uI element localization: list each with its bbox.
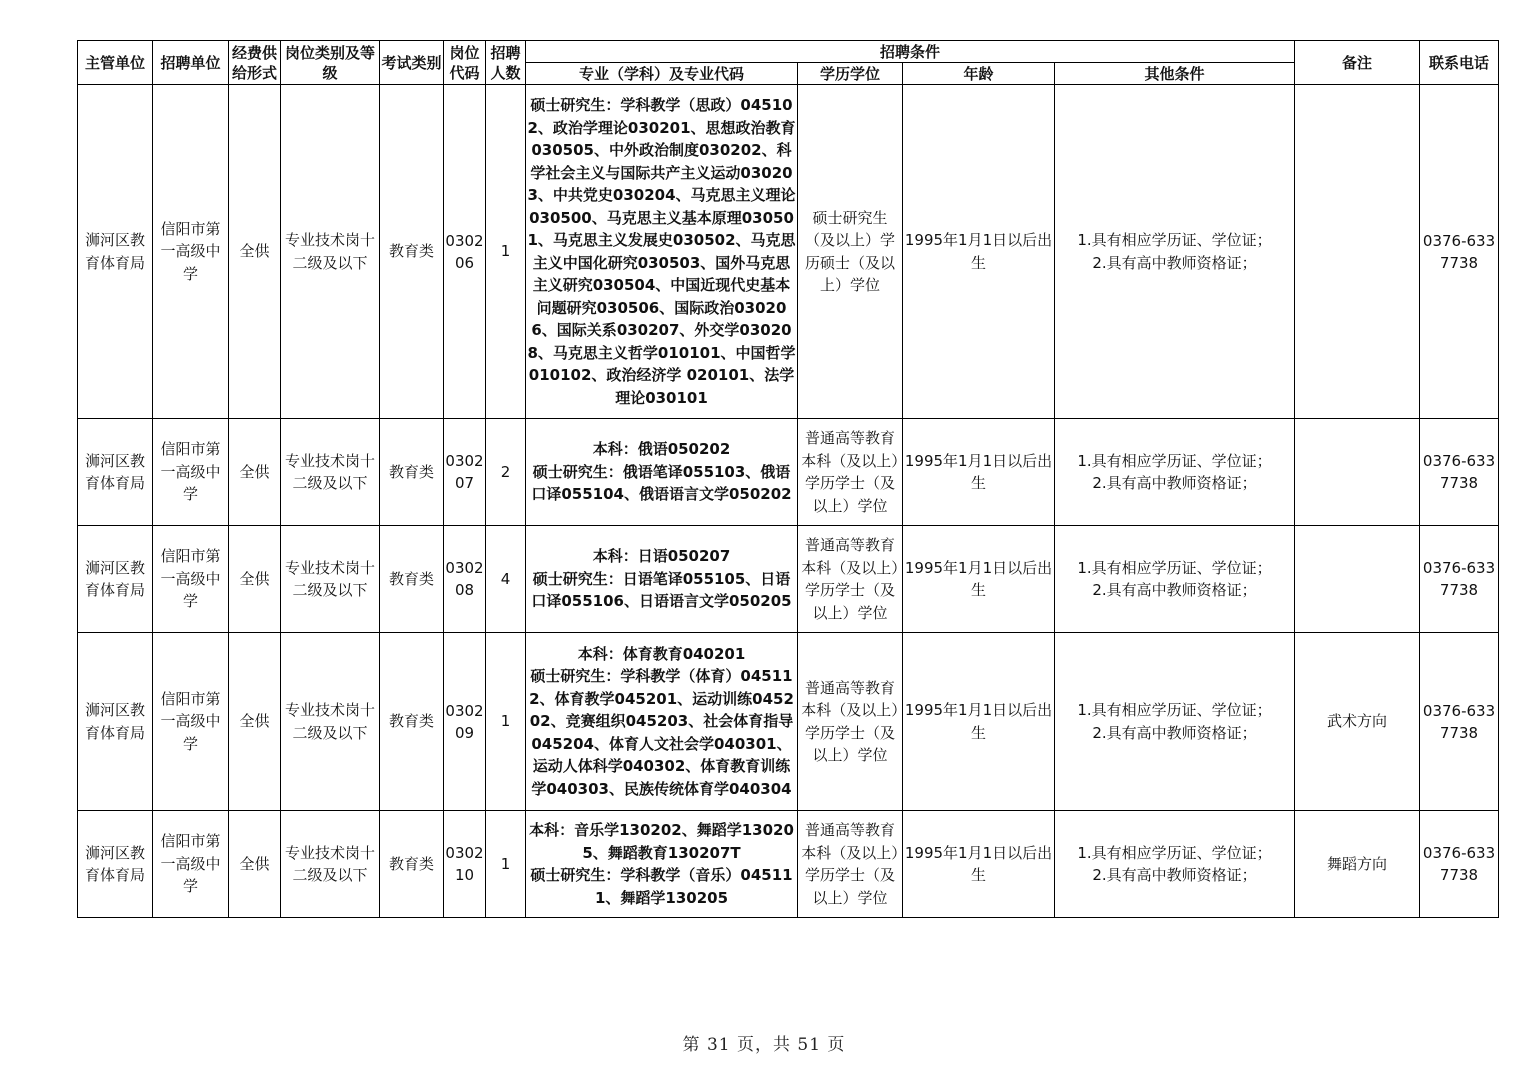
header-age: 年龄 (903, 63, 1055, 85)
post-type-cell: 专业技术岗十二级及以下 (281, 633, 380, 811)
condition-line: 1.具有相应学历证、学位证； (1077, 701, 1272, 719)
education-cell: 普通高等教育本科（及以上）学历学士（及以上）学位 (798, 419, 903, 526)
phone-cell: 0376-6337738 (1420, 419, 1499, 526)
condition-line: 2.具有高中教师资格证； (1092, 581, 1257, 599)
remark-cell: 舞蹈方向 (1295, 811, 1420, 918)
count-cell: 1 (486, 85, 526, 419)
condition-line: 1.具有相应学历证、学位证； (1077, 843, 1272, 862)
funding-cell: 全供 (229, 526, 281, 633)
post-code-cell: 030209 (444, 633, 486, 811)
funding-cell: 全供 (229, 633, 281, 811)
major-cell (526, 85, 798, 419)
other-conditions-cell (1055, 526, 1295, 633)
phone-cell: 0376-6337738 (1420, 526, 1499, 633)
exam-type-cell: 教育类 (380, 526, 444, 633)
age-cell: 1995年1月1日以后出生 (903, 526, 1055, 633)
header-phone: 联系电话 (1420, 41, 1499, 85)
major-line: 硕士研究生：学科教学（思政）045102、政治学理论030201、思想政治教育030505、中外政治制度030202、科学社会主义与国际共产主义运动030203、中共党史030204、马克思主义理论030500、马克思主义基本原理030501、马克思主义发展史030502、马克思主义中国化研究030503、国外马克思主义研究030504、中国近现代史基本问题研究030506、国际政治030206、国际关系030207、外交学030208、马克思主义哲学010101、中国哲学010102、政治经济学 020101、法学理论030101 (527, 96, 796, 407)
exam-type-cell: 教育类 (380, 633, 444, 811)
header-funding: 经费供给形式 (229, 41, 281, 85)
page-footer: 第 31 页，共 51 页 (682, 1035, 846, 1055)
org-cell: 浉河区教育体育局 (78, 526, 153, 633)
education-cell: 普通高等教育本科（及以上）学历学士（及以上）学位 (798, 633, 903, 811)
major-line: 硕士研究生：俄语笔译055103、俄语口译055104、俄语语言文学050202 (531, 462, 792, 504)
remark-cell (1295, 526, 1420, 633)
remark-cell: 武术方向 (1295, 633, 1420, 811)
table-body (78, 85, 1499, 918)
major-line: 本科：俄语050202 (592, 440, 731, 459)
other-conditions-cell (1055, 633, 1295, 811)
table-header (78, 41, 1499, 85)
post-type-cell: 专业技术岗十二级及以下 (281, 85, 380, 419)
org-cell: 浉河区教育体育局 (78, 85, 153, 419)
condition-line: 1.具有相应学历证、学位证； (1077, 558, 1272, 577)
unit-cell: 信阳市第一高级中学 (153, 811, 229, 918)
funding-cell: 全供 (229, 419, 281, 526)
post-code-cell: 030210 (444, 811, 486, 918)
header-post-code: 岗位代码 (444, 41, 486, 85)
header-remark: 备注 (1295, 41, 1420, 85)
count-cell: 1 (486, 811, 526, 918)
education-cell: 普通高等教育本科（及以上）学历学士（及以上）学位 (798, 811, 903, 918)
count-cell: 4 (486, 526, 526, 633)
remark-cell (1295, 419, 1420, 526)
org-cell: 浉河区教育体育局 (78, 811, 153, 918)
major-cell (526, 811, 798, 918)
funding-cell: 全供 (229, 811, 281, 918)
exam-type-cell: 教育类 (380, 419, 444, 526)
header-major: 专业（学科）及专业代码 (526, 63, 798, 85)
post-code-cell: 030207 (444, 419, 486, 526)
condition-line: 1.具有相应学历证、学位证； (1077, 451, 1272, 470)
unit-cell: 信阳市第一高级中学 (153, 419, 229, 526)
funding-cell: 全供 (229, 85, 281, 419)
unit-cell: 信阳市第一高级中学 (153, 526, 229, 633)
major-cell (526, 526, 798, 633)
unit-cell: 信阳市第一高级中学 (153, 633, 229, 811)
post-type-cell: 专业技术岗十二级及以下 (281, 811, 380, 918)
other-conditions-cell (1055, 419, 1295, 526)
other-conditions-cell (1055, 811, 1295, 918)
post-code-cell: 030206 (444, 85, 486, 419)
education-cell: 普通高等教育本科（及以上）学历学士（及以上）学位 (798, 526, 903, 633)
condition-line: 1.具有相应学历证、学位证； (1077, 231, 1272, 249)
phone-cell: 0376-6337738 (1420, 633, 1499, 811)
table-row (78, 85, 1499, 419)
table-row (78, 526, 1499, 633)
header-count: 招聘人数 (486, 41, 526, 85)
table-row (78, 633, 1499, 811)
major-line: 本科：体育教育040201 (577, 644, 746, 663)
post-type-cell: 专业技术岗十二级及以下 (281, 526, 380, 633)
condition-line: 2.具有高中教师资格证； (1092, 253, 1257, 272)
major-line: 硕士研究生：学科教学（体育）045112、体育教学045201、运动训练045202、竞赛组织045203、社会体育指导045204、体育人文社会学040301、运动人体科学040302、体育教育训练学040303、民族传统体育学040304 (529, 667, 794, 798)
header-education: 学历学位 (798, 63, 903, 85)
major-cell (526, 633, 798, 811)
other-conditions-cell (1055, 85, 1295, 419)
major-line: 本科：音乐学130202、舞蹈学130205、舞蹈教育130207T (529, 821, 794, 862)
header-unit: 招聘单位 (153, 41, 229, 85)
exam-type-cell: 教育类 (380, 811, 444, 918)
table-row (78, 811, 1499, 918)
education-cell: 硕士研究生（及以上）学历硕士（及以上）学位 (798, 85, 903, 419)
major-line: 硕士研究生：日语笔译055105、日语口译055106、日语语言文学050205 (531, 569, 792, 611)
table-row (78, 419, 1499, 526)
header-exam-type: 考试类别 (380, 41, 444, 85)
count-cell: 1 (486, 633, 526, 811)
major-line: 本科：日语050207 (592, 547, 731, 566)
condition-line: 2.具有高中教师资格证； (1092, 723, 1257, 742)
remark-cell (1295, 85, 1420, 419)
org-cell: 浉河区教育体育局 (78, 419, 153, 526)
major-line: 硕士研究生：学科教学（音乐）045111、舞蹈学130205 (530, 866, 793, 907)
condition-line: 2.具有高中教师资格证； (1092, 866, 1257, 884)
count-cell: 2 (486, 419, 526, 526)
condition-line: 2.具有高中教师资格证； (1092, 474, 1257, 492)
phone-cell: 0376-6337738 (1420, 811, 1499, 918)
age-cell: 1995年1月1日以后出生 (903, 811, 1055, 918)
age-cell: 1995年1月1日以后出生 (903, 633, 1055, 811)
header-conditions: 招聘条件 (526, 41, 1295, 63)
post-type-cell: 专业技术岗十二级及以下 (281, 419, 380, 526)
recruitment-table (77, 40, 1499, 918)
age-cell: 1995年1月1日以后出生 (903, 85, 1055, 419)
post-code-cell: 030208 (444, 526, 486, 633)
major-cell (526, 419, 798, 526)
phone-cell: 0376-6337738 (1420, 85, 1499, 419)
org-cell: 浉河区教育体育局 (78, 633, 153, 811)
exam-type-cell: 教育类 (380, 85, 444, 419)
header-other: 其他条件 (1055, 63, 1295, 85)
unit-cell: 信阳市第一高级中学 (153, 85, 229, 419)
header-org: 主管单位 (78, 41, 153, 85)
header-post-type: 岗位类别及等级 (281, 41, 380, 85)
age-cell: 1995年1月1日以后出生 (903, 419, 1055, 526)
